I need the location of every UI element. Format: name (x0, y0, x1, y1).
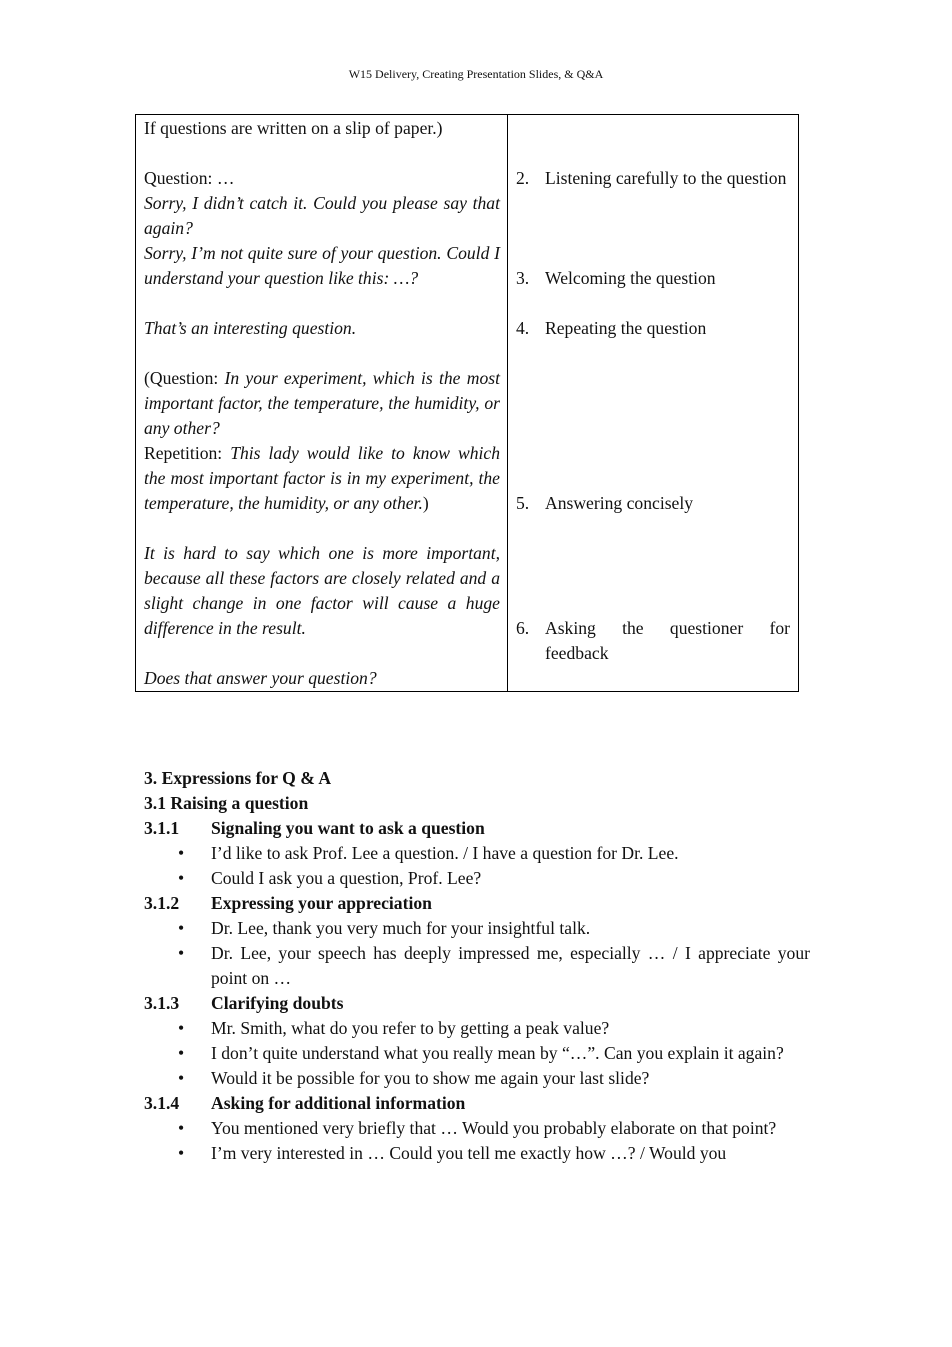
subsubsection-heading: 3.1.4 Asking for additional information (144, 1093, 466, 1113)
step-item: 2. Listening carefully to the question (516, 168, 787, 188)
steps-cell (508, 115, 799, 692)
dialogue-line: If questions are written on a slip of paper.) (144, 118, 443, 138)
dialogue-line: Does that answer your question? (144, 668, 377, 688)
dialogue-line: Sorry, I didn’t catch it. Could you please say that again? (144, 193, 500, 238)
bullet-item: • Mr. Smith, what do you refer to by getting a peak value? (178, 1018, 610, 1038)
bullet-item: • Dr. Lee, your speech has deeply impressed me, especially … / I appreciate your point on … (178, 943, 810, 988)
example-dialogue-cell (136, 115, 508, 692)
subsubsection-heading: 3.1.3 Clarifying doubts (144, 993, 344, 1013)
bullet-item: • Could I ask you a question, Prof. Lee? (178, 868, 482, 888)
step-item: 6. Asking the questioner for feedback (516, 618, 790, 663)
bullet-item: • I don’t quite understand what you really mean by “…”. Can you explain it again? (178, 1043, 784, 1063)
dialogue-line: Repetition: This lady would like to know which the most important factor is in my experiment, the temperature, the humidity, or any other.) (144, 443, 500, 513)
subsection-title: 3.1 Raising a question (144, 793, 309, 813)
bullet-item: • I’d like to ask Prof. Lee a question. / I have a question for Dr. Lee. (178, 843, 679, 863)
bullet-item: • Dr. Lee, thank you very much for your insightful talk. (178, 918, 591, 938)
page-header: W15 Delivery, Creating Presentation Slides, & Q&A (348, 67, 604, 81)
step-item: 3. Welcoming the question (516, 268, 716, 288)
dialogue-line: That’s an interesting question. (144, 318, 357, 338)
step-item: 5. Answering concisely (516, 493, 694, 513)
dialogue-line: Sorry, I’m not quite sure of your question. Could I understand your question like this: …? (144, 243, 500, 288)
bullet-item: • Would it be possible for you to show me again your last slide? (178, 1068, 650, 1088)
dialogue-line: It is hard to say which one is more important, because all these factors are closely related and a slight change in one factor will cause a huge difference in the result. (144, 543, 500, 638)
step-item: 4. Repeating the question (516, 318, 707, 338)
expressions-section (144, 766, 810, 1166)
section-title: 3. Expressions for Q & A (144, 768, 332, 788)
dialogue-line: (Question: In your experiment, which is the most important factor, the temperature, the humidity, or any other? (144, 368, 500, 438)
bullet-item: • I’m very interested in … Could you tell me exactly how …? / Would you (178, 1143, 727, 1163)
subsubsection-heading: 3.1.1 Signaling you want to ask a question (144, 818, 485, 838)
bullet-item: • You mentioned very briefly that … Would you probably elaborate on that point? (178, 1118, 777, 1138)
dialogue-line: Question: … (144, 168, 235, 188)
subsubsection-heading: 3.1.2 Expressing your appreciation (144, 893, 432, 913)
qa-steps-table (135, 114, 799, 692)
